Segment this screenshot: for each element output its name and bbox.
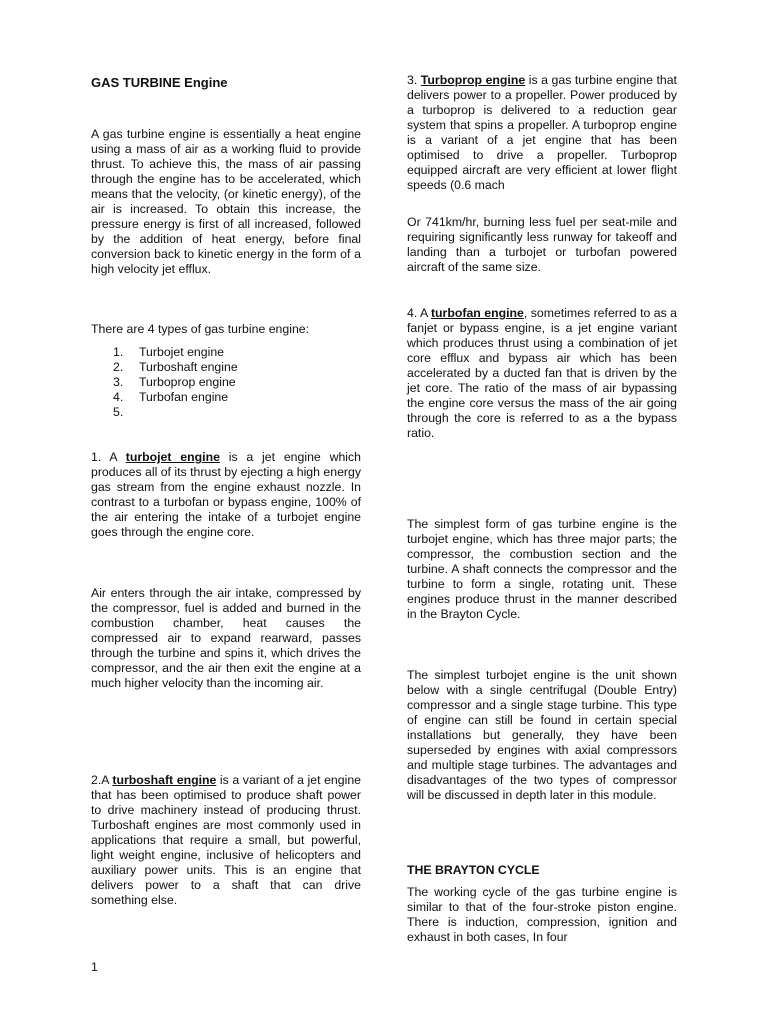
- types-heading: There are 4 types of gas turbine engine:: [91, 322, 310, 336]
- intro-paragraph: [91, 127, 361, 277]
- air-flow-text: Air enters through the air intake, compressed by the compressor, fuel is added and burned in the combustion chamber, heat causes the compressed air to expand rearward, passes through the turbine and spins it, which drives the compressor, and the air then exit the engine at a much higher velocity than the incoming air.: [91, 586, 361, 690]
- engine-type-number: 5.: [113, 405, 124, 419]
- engine-type-label: Turbofan engine: [139, 390, 229, 404]
- brayton-text: The working cycle of the gas turbine engine is similar to that of the four-stroke piston engine. There is induction, compression, ignition and exhaust in both cases, In four: [407, 885, 677, 944]
- engine-type-item: [113, 405, 361, 420]
- engine-type-number: 1.: [113, 345, 124, 359]
- turbojet-term: turbojet engine: [125, 450, 220, 464]
- engine-type-item: [113, 390, 361, 405]
- engine-type-number: 4.: [113, 390, 124, 404]
- brayton-paragraph: [407, 885, 677, 945]
- engine-type-number: 3.: [113, 375, 124, 389]
- page-number: 1: [91, 960, 98, 974]
- simplest-form-paragraph: [407, 517, 677, 622]
- turbofan-paragraph: [407, 306, 677, 441]
- engine-type-label: Turboshaft engine: [139, 360, 238, 374]
- turbojet-body: is a jet engine which produces all of its thrust by ejecting a high energy gas stream from the engine exhaust nozzle. In contrast to a turbofan or bypass engine, 100% of the air entering the intake of a turbojet engine goes through the engine core.: [91, 450, 362, 539]
- turboprop-prefix: 3.: [407, 73, 421, 87]
- simplest-form-text: The simplest form of gas turbine engine is the turbojet engine, which has three major parts; the compressor, the combustion section and the turbine. A shaft connects the compressor and the turbine to form a single, rotating unit. These engines produce thrust in the manner described in the Brayton Cycle.: [407, 517, 677, 621]
- turbojet-paragraph: [91, 450, 361, 540]
- engine-type-label: Turbojet engine: [139, 345, 224, 359]
- turboprop-term: Turboprop engine: [420, 73, 526, 87]
- turboshaft-prefix: 2.A: [91, 773, 113, 787]
- turbojet-prefix: 1. A: [91, 450, 126, 464]
- turboshaft-body: is a variant of a jet engine that has been optimised to produce shaft power to drive machinery instead of producing thrust. Turboshaft engines are most commonly used in applications that require a small, but powerful, light weight engine, inclusive of helicopters and auxiliary power units. This is an engine that delivers power to a shaft that can drive something else.: [91, 773, 361, 907]
- turboprop-body: is a gas turbine engine that delivers power to a propeller. Power produced by a turboprop is delivered to a reduction gear system that spins a propeller. A turboprop engine is a variant of a jet engine that has been optimised to drive a propeller. Turboprop equipped aircraft are very efficient at lower flight speeds (0.6 mach: [407, 73, 677, 192]
- turboprop-continued-text: Or 741km/hr, burning less fuel per seat-mile and requiring significantly less runway for takeoff and landing than a turbojet or turbofan powered aircraft of the same size.: [407, 215, 677, 274]
- turboshaft-term: turboshaft engine: [112, 773, 217, 787]
- engine-type-label: Turboprop engine: [139, 375, 236, 389]
- simplest-turbojet-paragraph: [407, 668, 677, 803]
- air-flow-paragraph: [91, 586, 361, 691]
- turbofan-term: turbofan engine: [430, 306, 524, 320]
- page-title: GAS TURBINE Engine: [91, 75, 228, 90]
- engine-type-item: [113, 345, 361, 360]
- turboshaft-paragraph: [91, 773, 361, 908]
- engine-type-item: [113, 375, 361, 390]
- intro-text: A gas turbine engine is essentially a heat engine using a mass of air as a working fluid to provide thrust. To achieve this, the mass of air passing through the engine has to be accelerated, which means that the velocity, (or kinetic energy), of the air is increased. To obtain this increase, the pressure energy is first of all increased, followed by the addition of heat energy, before final conversion back to kinetic energy in the form of a high velocity jet efflux.: [91, 127, 361, 276]
- simplest-turbojet-text: The simplest turbojet engine is the unit shown below with a single centrifugal (Double Entry) compressor and a single stage turbine. This type of engine can still be found in certain special installations but generally, they have been superseded by engines with axial compressors and multiple stage turbines. The advantages and disadvantages of the two types of compressor will be discussed in depth later in this module.: [407, 668, 677, 802]
- turbofan-body: , sometimes referred to as a fanjet or bypass engine, is a jet engine variant which produces thrust using a combination of jet core efflux and bypass air which has been accelerated by a ducted fan that is driven by the jet core. The ratio of the mass of air bypassing the engine core versus the mass of the air going through the core is referred to as a the bypass ratio.: [407, 306, 678, 440]
- engine-types-list: [91, 345, 361, 420]
- turbofan-prefix: 4. A: [407, 306, 431, 320]
- engine-type-item: [113, 360, 361, 375]
- brayton-heading: THE BRAYTON CYCLE: [407, 863, 540, 877]
- engine-type-number: 2.: [113, 360, 124, 374]
- turboprop-paragraph: [407, 73, 677, 193]
- turboprop-continued-paragraph: [407, 215, 677, 275]
